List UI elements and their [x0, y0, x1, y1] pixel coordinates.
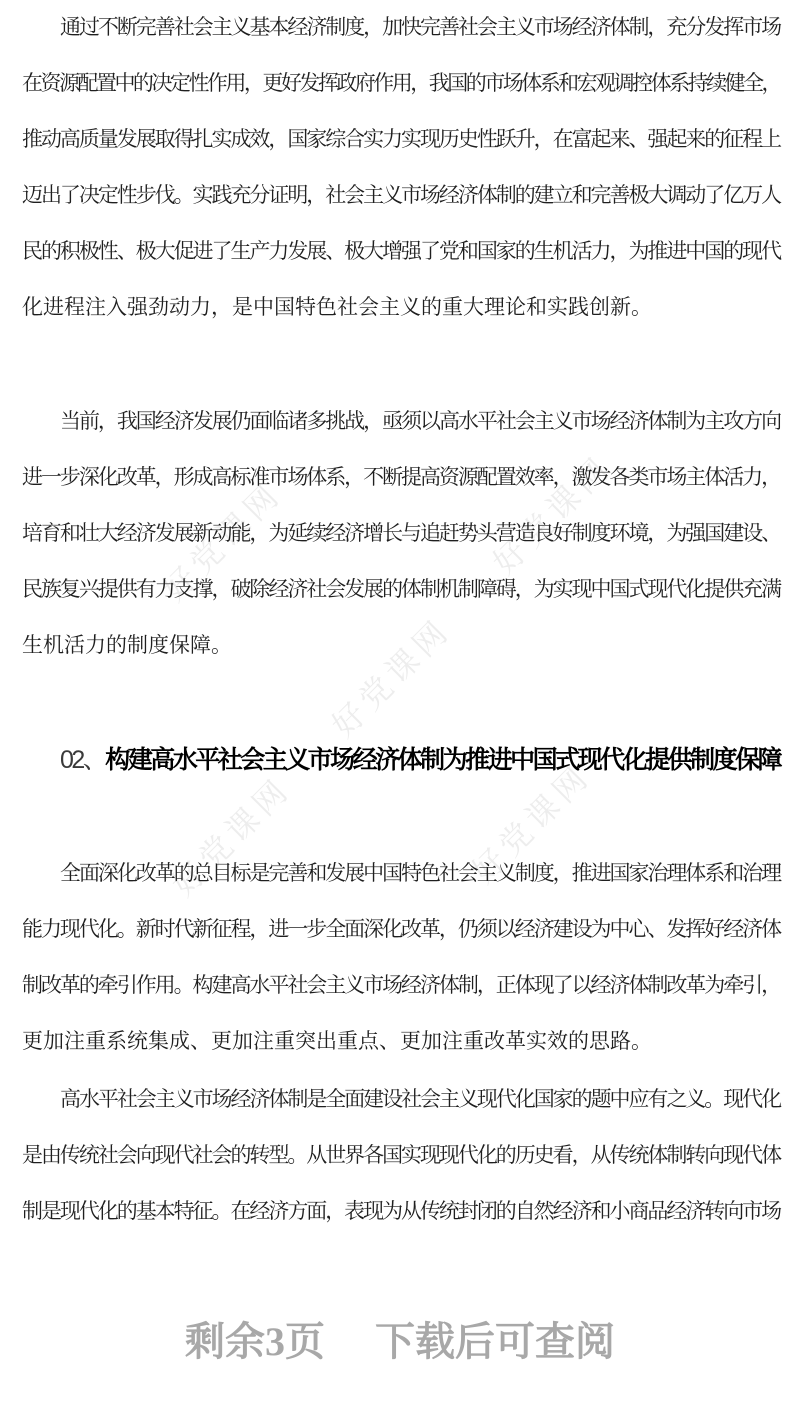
section-number: 02、: [60, 746, 106, 774]
text-line: 当前，我国经济发展仍面临诸多挑战，亟须以高水平社会主义市场经济体制为主攻方向: [60, 410, 780, 433]
pages-remaining-notice: [0, 1318, 800, 1366]
section-heading: [22, 732, 780, 788]
text-line: 培育和壮大经济发展新动能，为延续经济增长与追赶势头营造良好制度环境，为强国建设、: [22, 522, 780, 545]
text-line: 全面深化改革的总目标是完善和发展中国特色社会主义制度，推进国家治理体系和治理: [60, 862, 780, 885]
text-line: 更加注重系统集成、更加注重突出重点、更加注重改革实效的思路。: [22, 1030, 652, 1053]
text-line: 生机活力的制度保障。: [22, 634, 232, 657]
pages-remaining-label: 剩余3页: [185, 1319, 325, 1364]
paragraph: [22, 846, 780, 1070]
download-hint-label: 下载后可查阅: [375, 1319, 615, 1364]
text-line: 能力现代化。新时代新征程，进一步全面深化改革，仍须以经济建设为中心、发挥好经济体: [22, 918, 780, 941]
watermark-text: 好党课网: [324, 610, 458, 744]
text-line: 高水平社会主义市场经济体制是全面建设社会主义现代化国家的题中应有之义。现代化: [60, 1088, 780, 1111]
watermark-text: 好党课网: [464, 756, 598, 890]
paragraph: [22, 394, 780, 674]
text-line: 通过不断完善社会主义基本经济制度，加快完善社会主义市场经济体制，充分发挥市场: [60, 16, 780, 39]
paragraph: [22, 0, 780, 336]
text-line: 进一步深化改革，形成高标准市场体系，不断提高资源配置效率，激发各类市场主体活力，: [22, 466, 780, 489]
text-line: 制改革的牵引作用。构建高水平社会主义市场经济体制，正体现了以经济体制改革为牵引，: [22, 974, 780, 997]
text-line: 化进程注入强劲动力，是中国特色社会主义的重大理论和实践创新。: [22, 296, 652, 319]
text-line: 制是现代化的基本特征。在经济方面，表现为从传统封闭的自然经济和小商品经济转向市场: [22, 1200, 780, 1223]
section-heading-line: [22, 732, 780, 788]
text-line: 民的积极性、极大促进了生产力发展、极大增强了党和国家的生机活力，为推进中国的现代: [22, 240, 780, 263]
text-line: 在资源配置中的决定性作用，更好发挥政府作用，我国的市场体系和宏观调控体系持续健全，: [22, 72, 780, 95]
watermark-text: 好党课网: [164, 769, 298, 903]
text-line: 民族复兴提供有力支撑，破除经济社会发展的体制机制障碍，为实现中国式现代化提供充满: [22, 578, 780, 601]
text-line: 推动高质量发展取得扎实成效，国家综合实力实现历史性跃升，在富起来、强起来的征程上: [22, 128, 780, 151]
watermark-text: 好党课网: [485, 447, 619, 581]
paragraph: [22, 1072, 780, 1240]
text-line: 迈出了决定性步伐。实践充分证明，社会主义市场经济体制的建立和完善极大调动了亿万人: [22, 184, 780, 207]
text-line: 是由传统社会向现代社会的转型。从世界各国实现现代化的历史看，从传统体制转向现代体: [22, 1144, 780, 1167]
section-title: 构建高水平社会主义市场经济体制为推进中国式现代化提供制度保障: [105, 746, 780, 774]
watermark-text: 好党课网: [155, 474, 289, 608]
